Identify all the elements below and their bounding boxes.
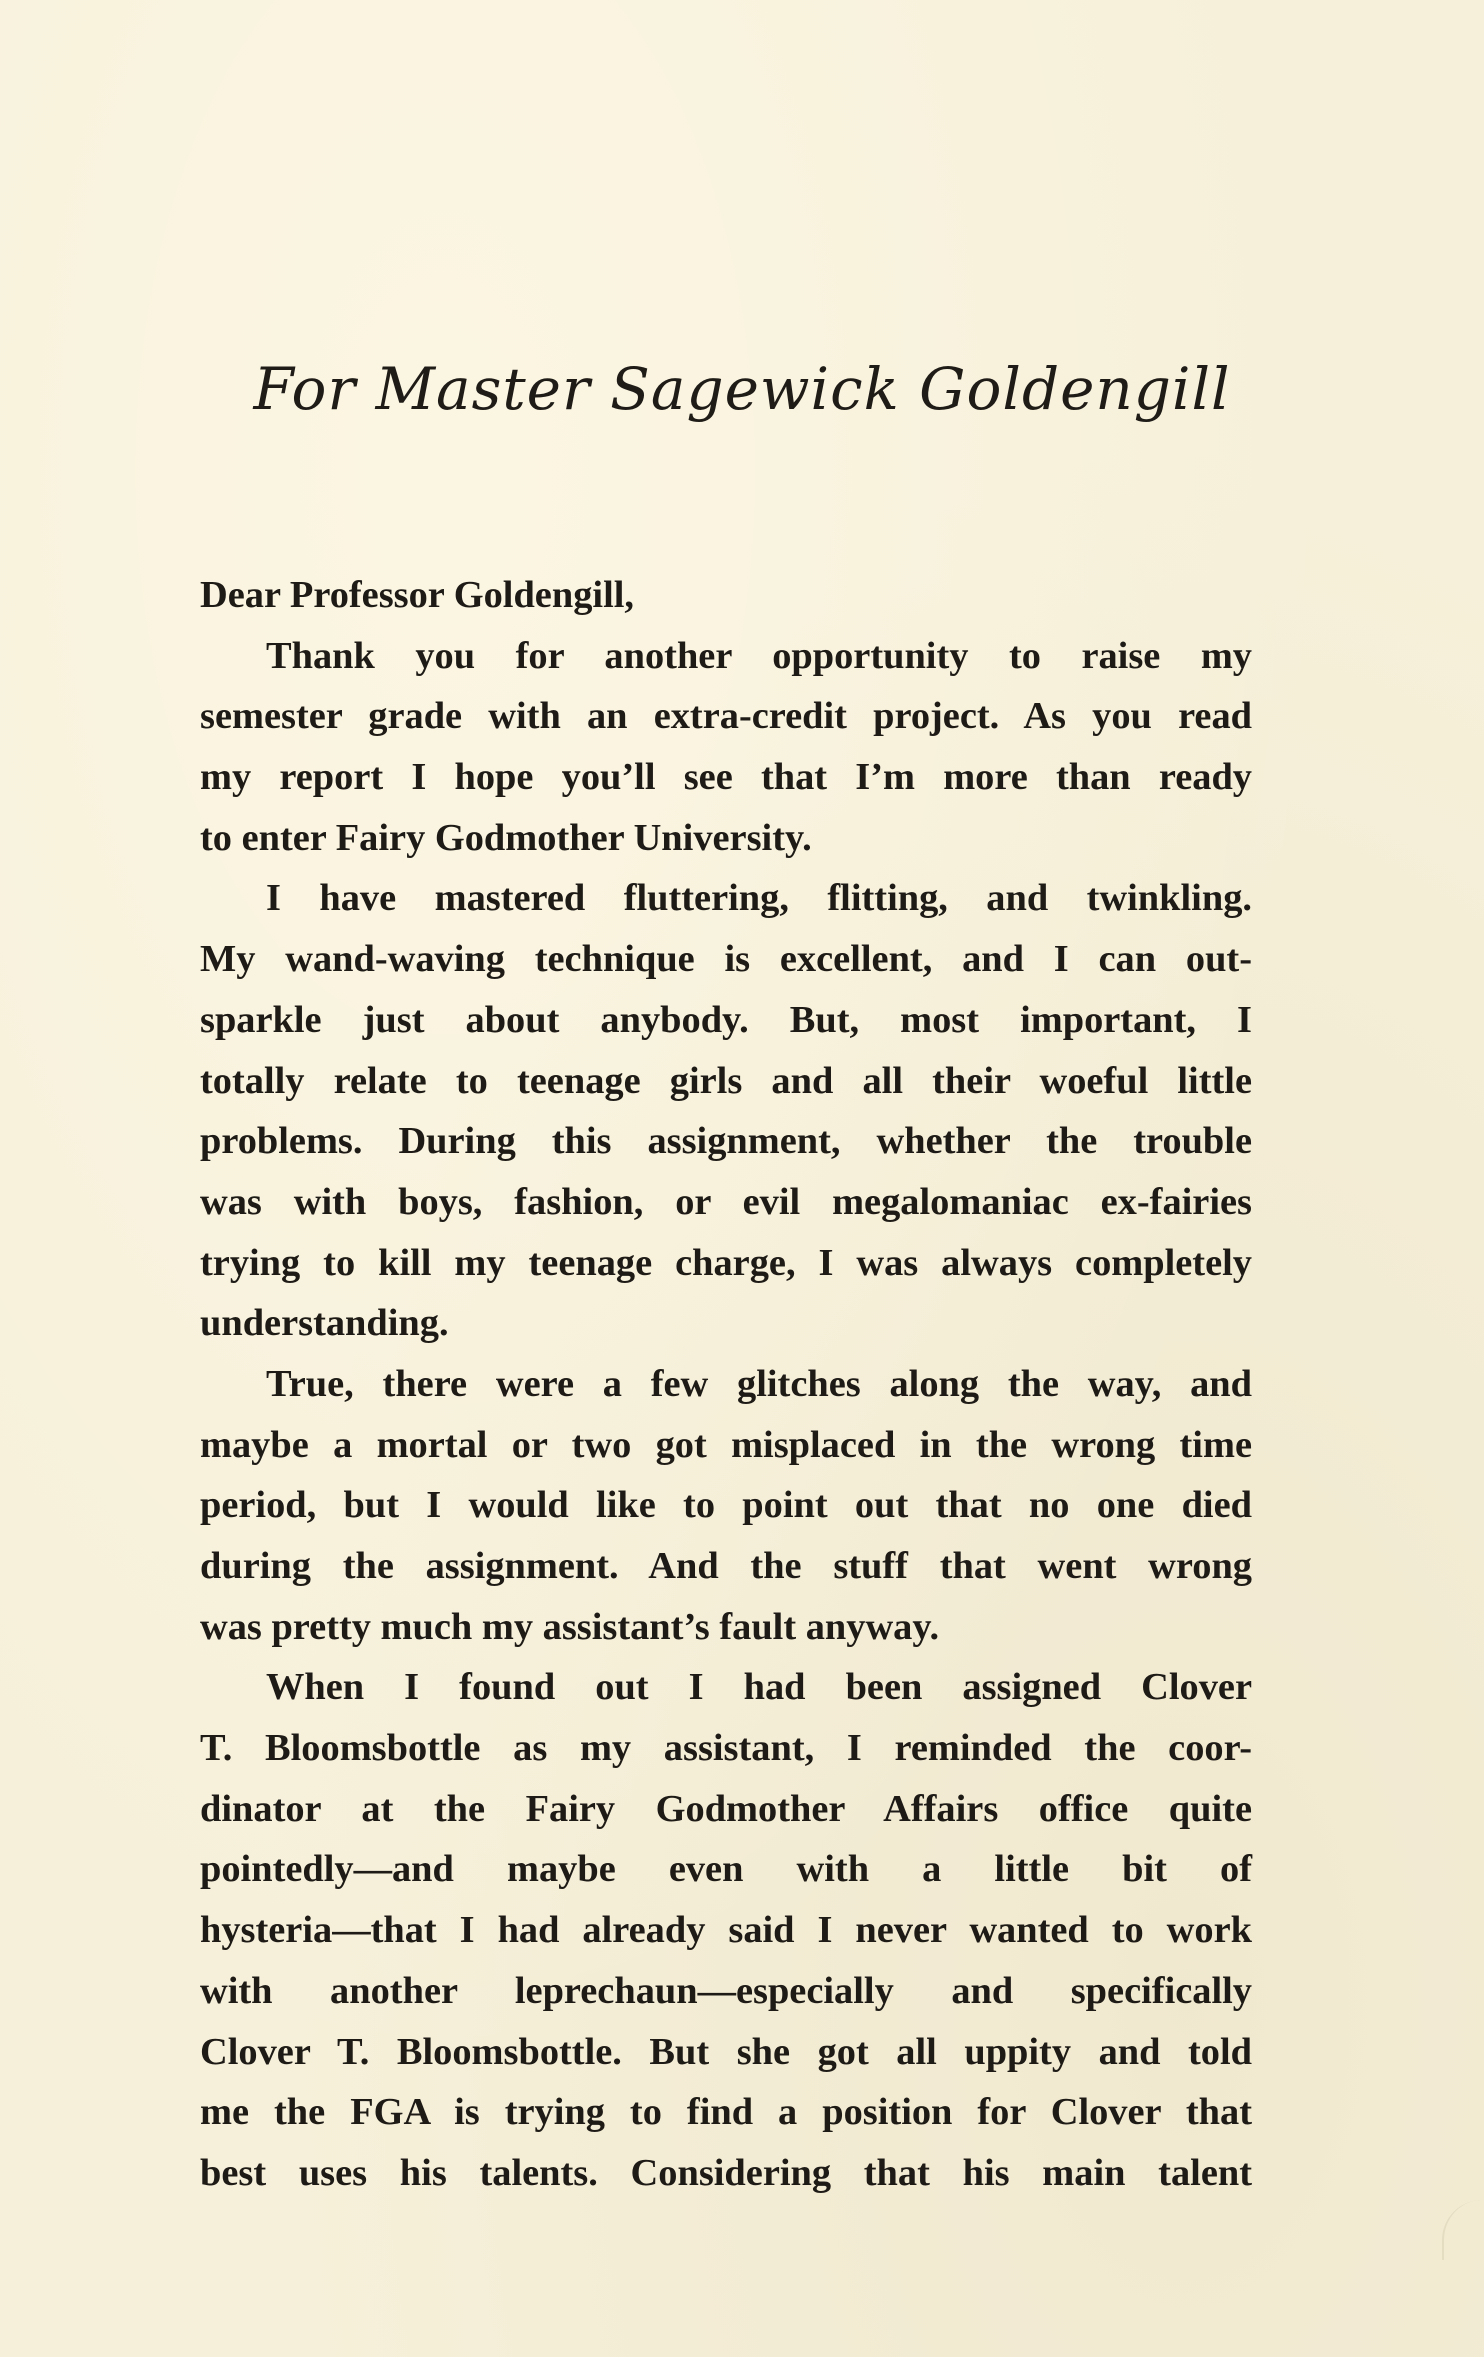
text-line: my report I hope you’ll see that I’m more than ready: [200, 756, 1252, 799]
text-line: during the assignment. And the stuff that went wrong: [200, 1545, 1252, 1587]
text-line: was with boys, fashion, or evil megalomaniac ex-fairies: [200, 1180, 1252, 1223]
paragraph: [200, 868, 1252, 1354]
letter-body: [200, 565, 1252, 2204]
text-line: totally relate to teenage girls and all their woeful little: [200, 1059, 1252, 1102]
text-line: I have mastered fluttering, flitting, and twinkling.: [266, 877, 1252, 920]
text-line: sparkle just about anybody. But, most important, I: [200, 998, 1252, 1041]
text-line: problems. During this assignment, whether the trouble: [200, 1120, 1252, 1163]
text-line: My wand-waving technique is excellent, and I can out-: [200, 938, 1252, 981]
text-line: semester grade with an extra-credit project. As you read: [200, 695, 1252, 738]
text-line: with another leprechaun—especially and specifically: [200, 1969, 1252, 2012]
text-line: Dear Professor Goldengill,: [200, 574, 634, 616]
paragraph: [200, 626, 1252, 869]
paragraph: [200, 1657, 1252, 2203]
text-line: maybe a mortal or two got misplaced in the wrong time: [200, 1423, 1252, 1466]
text-line: When I found out I had been assigned Clover: [266, 1666, 1252, 1709]
page-edge: [1442, 2200, 1484, 2260]
text-line: pointedly—and maybe even with a little bit of: [200, 1848, 1252, 1891]
text-line: was pretty much my assistant’s fault anyway.: [200, 1605, 940, 1648]
text-line: trying to kill my teenage charge, I was always completely: [200, 1241, 1252, 1284]
text-line: Thank you for another opportunity to raise my: [266, 634, 1252, 677]
text-line: me the FGA is trying to find a position for Clover that: [200, 2091, 1252, 2134]
text-line: to enter Fairy Godmother University.: [200, 816, 812, 859]
text-line: True, there were a few glitches along the way, and: [266, 1362, 1252, 1405]
text-line: dinator at the Fairy Godmother Affairs office quite: [200, 1787, 1252, 1830]
text-line: hysteria—that I had already said I never wanted to work: [200, 1909, 1252, 1952]
paragraph: [200, 1354, 1252, 1657]
paragraph: [200, 565, 1252, 626]
text-line: T. Bloomsbottle as my assistant, I reminded the coor-: [200, 1727, 1252, 1770]
text-line: understanding.: [200, 1302, 449, 1345]
text-line: best uses his talents. Considering that his main talent: [200, 2151, 1252, 2194]
text-line: period, but I would like to point out that no one died: [200, 1484, 1252, 1527]
text-line: Clover T. Bloomsbottle. But she got all uppity and told: [200, 2030, 1252, 2073]
dedication-heading: For Master Sagewick Goldengill: [253, 355, 1231, 423]
bleed-through-text: [215, 50, 1275, 230]
